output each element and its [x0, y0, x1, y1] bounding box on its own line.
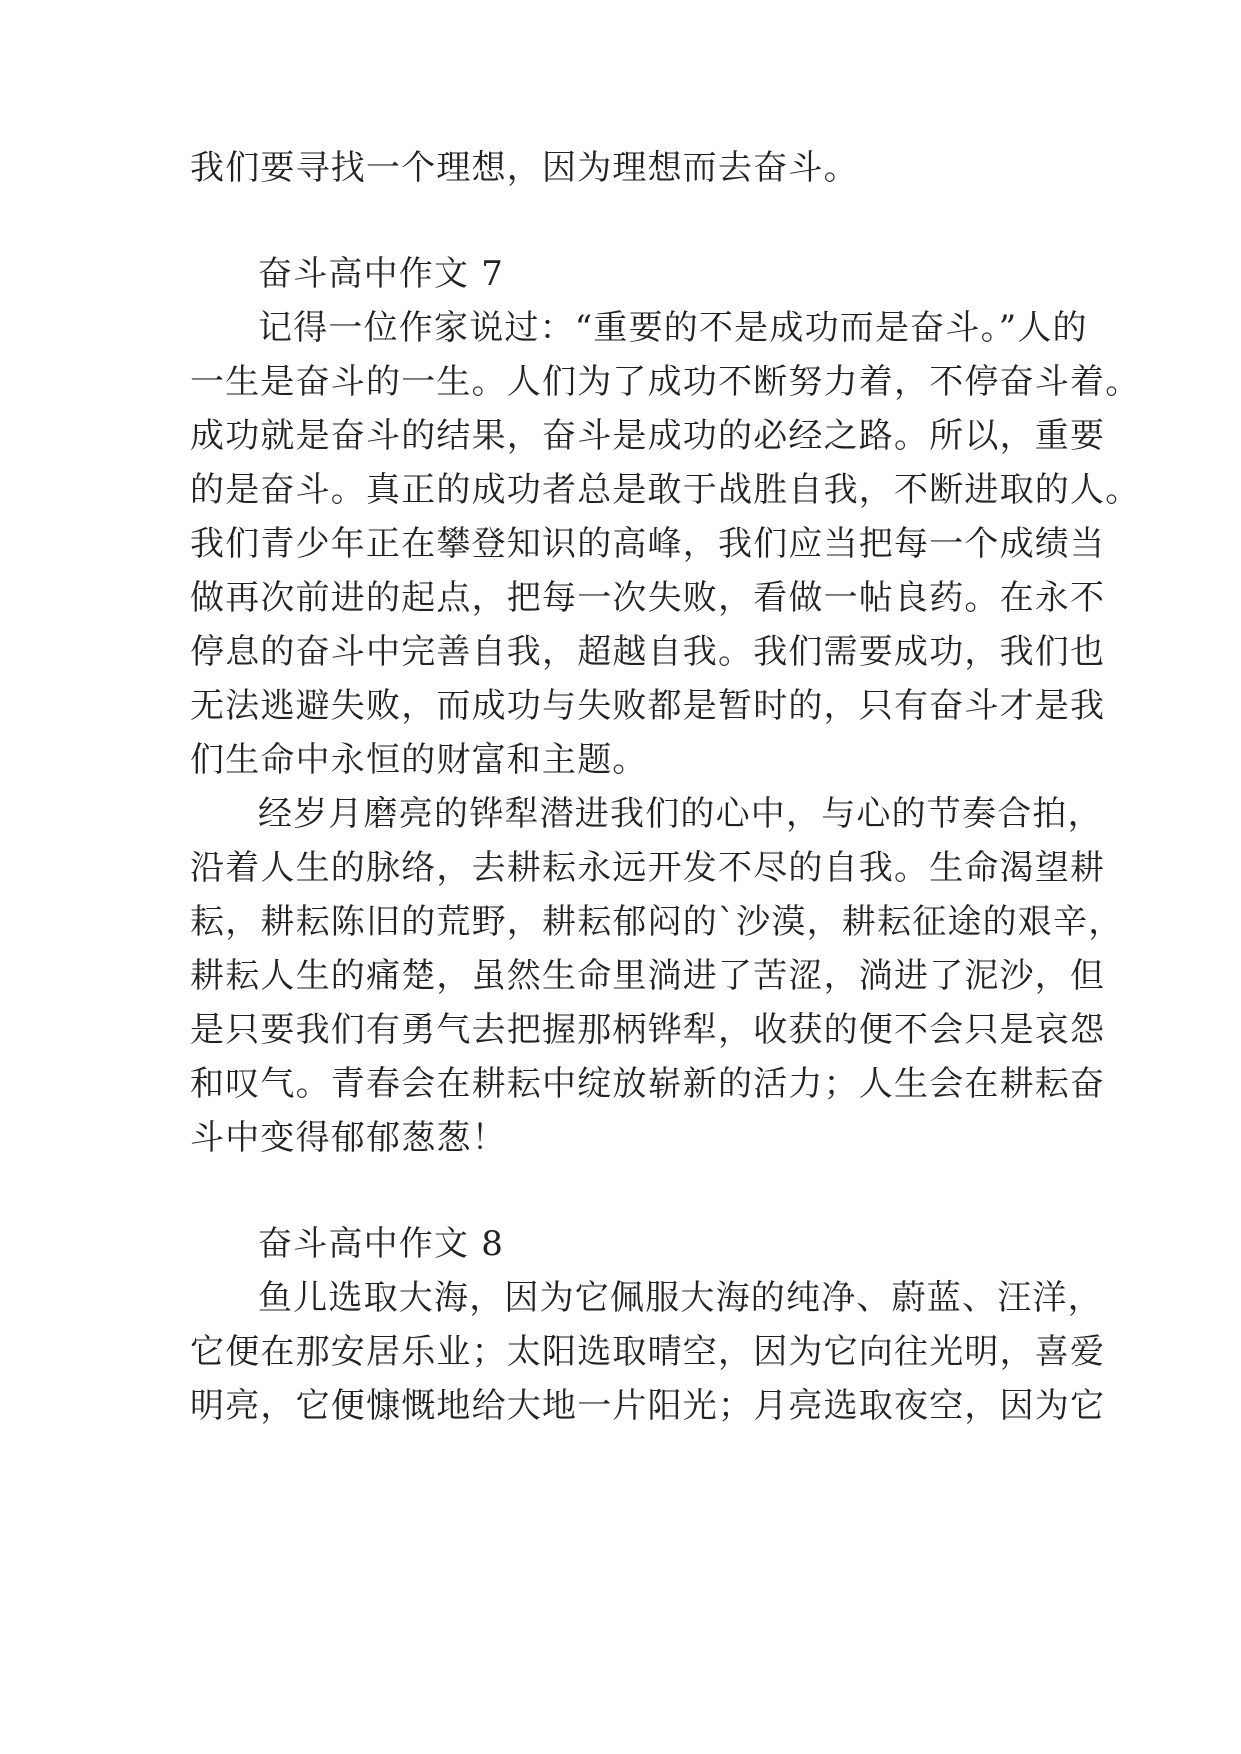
body-line: 经岁月磨亮的铧犁潜进我们的心中，与心的节奏合拍， — [258, 794, 1103, 834]
body-line: 做再次前进的起点，把每一次失败，看做一帖良药。在永不 — [190, 578, 1106, 618]
body-line: 成功就是奋斗的结果，奋斗是成功的必经之路。所以，重要 — [190, 416, 1106, 456]
body-line: 斗中变得郁郁葱葱！ — [190, 1118, 507, 1158]
body-line: 耘，耕耘陈旧的荒野，耕耘郁闷的`沙漠，耕耘征途的艰辛， — [190, 902, 1124, 942]
body-line: 一生是奋斗的一生。人们为了成功不断努力着，不停奋斗着。 — [190, 362, 1141, 402]
section-heading: 奋斗高中作文 7 — [258, 254, 505, 294]
body-line: 是只要我们有勇气去把握那柄铧犁，收获的便不会只是哀怨 — [190, 1010, 1106, 1050]
body-line: 们生命中永恒的财富和主题。 — [190, 740, 648, 780]
body-line: 沿着人生的脉络，去耕耘永远开发不尽的自我。生命渴望耕 — [190, 848, 1106, 888]
body-line: 停息的奋斗中完善自我，超越自我。我们需要成功，我们也 — [190, 632, 1106, 672]
body-line: 明亮，它便慷慨地给大地一片阳光；月亮选取夜空，因为它 — [190, 1386, 1106, 1426]
body-line: 鱼儿选取大海，因为它佩服大海的纯净、蔚蓝、汪洋， — [258, 1278, 1103, 1318]
body-line: 和叹气。青春会在耕耘中绽放崭新的活力；人生会在耕耘奋 — [190, 1064, 1106, 1104]
body-line: 耕耘人生的痛楚，虽然生命里淌进了苦涩，淌进了泥沙，但 — [190, 956, 1106, 996]
body-line: 我们青少年正在攀登知识的高峰，我们应当把每一个成绩当 — [190, 524, 1106, 564]
body-line: 它便在那安居乐业；太阳选取晴空，因为它向往光明，喜爱 — [190, 1332, 1106, 1372]
body-line: 我们要寻找一个理想，因为理想而去奋斗。 — [190, 148, 859, 188]
body-line: 记得一位作家说过：“重要的不是成功而是奋斗。”人的 — [258, 308, 1088, 348]
body-line: 的是奋斗。真正的成功者总是敢于战胜自我，不断进取的人。 — [190, 470, 1141, 510]
body-line: 无法逃避失败，而成功与失败都是暂时的，只有奋斗才是我 — [190, 686, 1106, 726]
section-heading: 奋斗高中作文 8 — [258, 1224, 505, 1264]
